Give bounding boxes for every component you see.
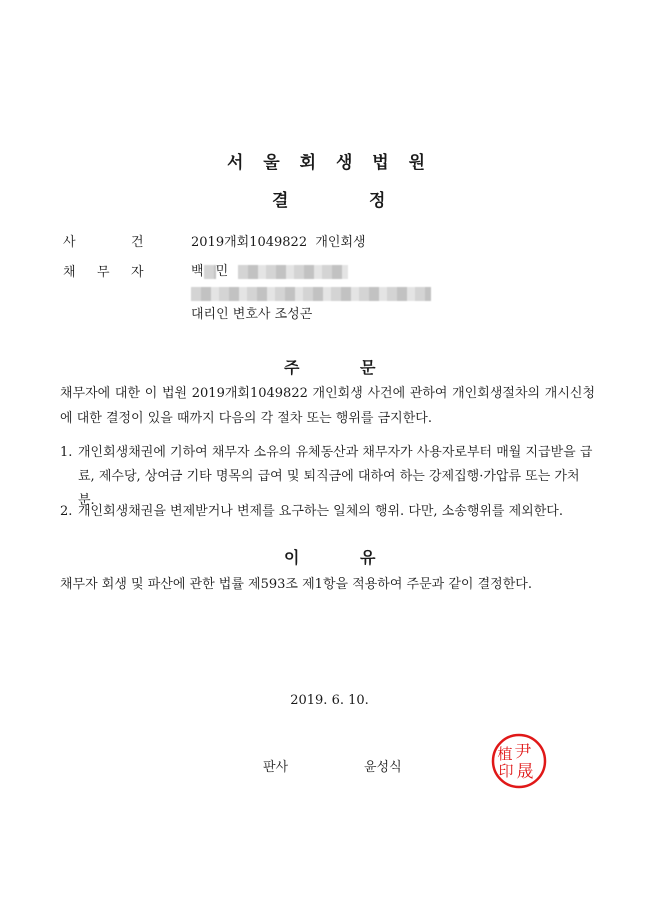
doc-type-right: 정 (369, 191, 386, 211)
judge-title: 판사 (263, 760, 289, 775)
court-name: 서 울 회 생 법 원 (226, 153, 433, 173)
order-heading-1: 주 (284, 358, 300, 377)
seal-char: 植 (497, 745, 513, 763)
debtor-representative: 대리인 변호사 조성곤 (191, 307, 313, 322)
debtor-address (191, 283, 431, 302)
judge-name: 윤성식 (364, 760, 402, 775)
redaction-mark (238, 265, 348, 279)
debtor-label-2: 무 (97, 265, 110, 280)
seal-char: 晟 (516, 762, 534, 782)
order-item (60, 500, 595, 524)
redaction-mark (191, 287, 431, 301)
reason-text: 채무자 회생 및 파산에 관한 법률 제593조 제1항을 적용하여 주문과 같이 결정한다. (60, 577, 532, 592)
reason-heading-1: 이 (284, 548, 300, 567)
debtor-label-3: 자 (131, 265, 144, 280)
reason-heading-2: 유 (360, 548, 376, 567)
debtor-name-prefix: 백 (191, 264, 204, 279)
doc-type-left: 결 (272, 191, 289, 211)
order-item-number: 2. (60, 504, 73, 519)
order-intro: 채무자에 대한 이 법원 2019개회1049822 개인회생 사건에 관하여 개인회생절차의 개시신청에 대한 결정이 있을 때까지 다음의 각 절차 또는 행위를 금지한다. (60, 386, 595, 426)
case-label-2: 건 (131, 235, 144, 250)
debtor-name (191, 260, 348, 279)
order-item-text: 개인회생채권을 변제받거나 변제를 요구하는 일체의 행위. 다만, 소송행위를 제외한다. (78, 504, 563, 519)
seal-char: 尹 (514, 742, 532, 762)
debtor-label-1: 채 (63, 265, 76, 280)
case-label-1: 사 (63, 235, 76, 250)
judge-seal-icon (490, 732, 548, 790)
order-heading-2: 문 (360, 358, 376, 377)
order-item-number: 1. (60, 445, 73, 460)
seal-char: 印 (498, 762, 514, 780)
debtor-name-suffix: 민 (215, 264, 229, 279)
redaction-mark (204, 265, 216, 279)
order-item-text: 개인회생채권에 기하여 채무자 소유의 유체동산과 채무자가 사용자로부터 매월 지급받을 급료, 제수당, 상여금 기타 명목의 급여 및 퇴직금에 대하여 하는 강제집행·가압류 또는 가처분. (78, 445, 593, 508)
case-number: 2019개회1049822 개인회생 (191, 235, 366, 250)
decision-date: 2019. 6. 10. (290, 693, 369, 708)
